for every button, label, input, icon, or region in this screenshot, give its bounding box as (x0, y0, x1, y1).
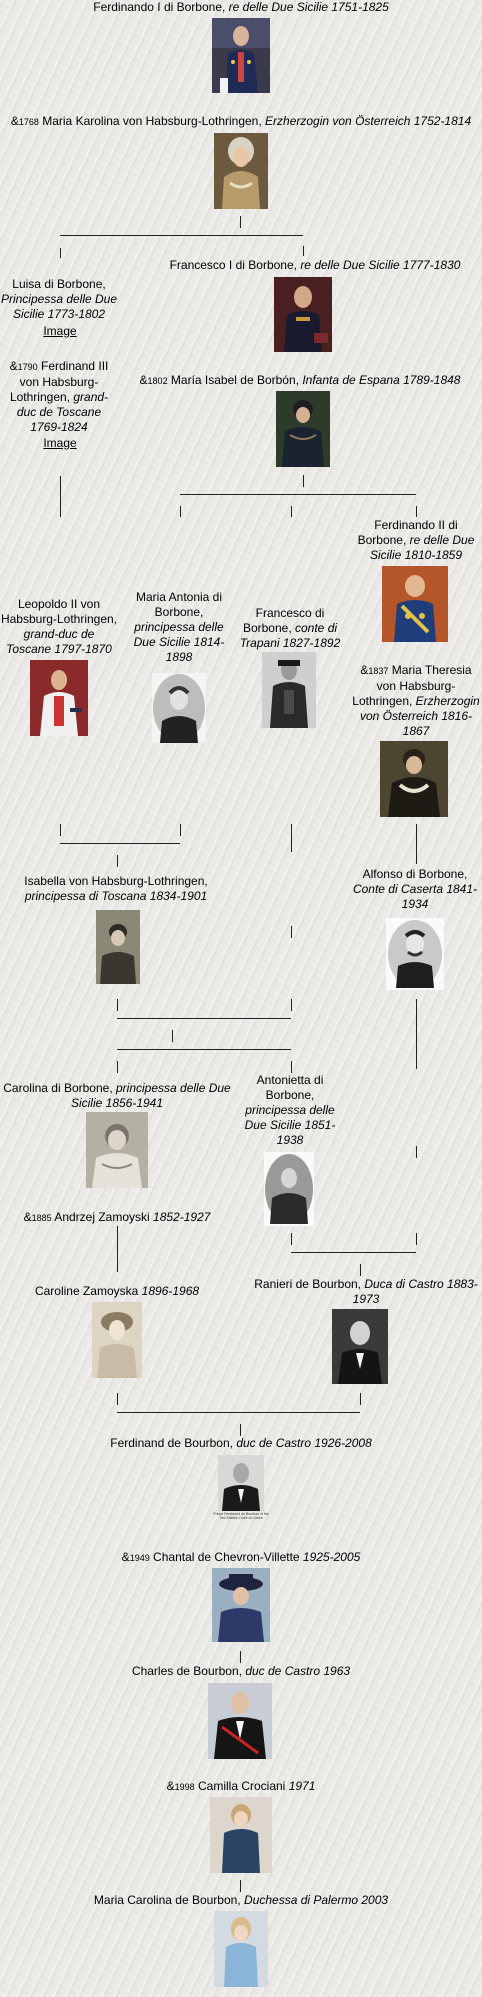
person-title: re delle Due Sicilie 1810-1859 (369, 533, 475, 562)
person-p7 (350, 518, 482, 563)
marriage-year: 1885 (31, 1213, 52, 1223)
person-title: Principessa delle Due Sicilie 1773-1802 (0, 292, 118, 321)
person-p1 (40, 0, 442, 15)
connector-v (117, 1393, 118, 1405)
connector-v (291, 506, 292, 517)
portrait-leopoldo-ii (30, 660, 88, 736)
portrait-maria-theresia (380, 741, 448, 817)
person-title: conte di Trapani 1827-1892 (239, 621, 341, 650)
person-name: Maria Theresia von Habsburg-Lothringen, (352, 663, 472, 708)
person-name: Maria Carolina de Bourbon, (93, 1893, 244, 1907)
connector-v (180, 824, 181, 836)
connector-v (117, 999, 118, 1011)
person-name: Maria Antonia di Borbone, (135, 590, 223, 619)
portrait-isabella (96, 910, 140, 984)
marriage-prefix: & (10, 114, 19, 128)
person-p23 (40, 1893, 442, 1908)
connector-v (240, 1651, 241, 1663)
person-title: Duca di Castro 1883-1973 (352, 1277, 478, 1306)
person-title: Infanta de Espana 1789-1848 (302, 373, 461, 387)
person-title: principessa di Toscana 1834-1901 (24, 889, 208, 903)
connector-v (360, 1264, 361, 1276)
person-name: Chantal de Chevron-Villette (149, 1550, 303, 1564)
connector-v (291, 999, 292, 1011)
person-name: Caroline Zamoyska (34, 1284, 142, 1298)
person-p2 (0, 114, 482, 130)
portrait-antonietta (264, 1152, 314, 1226)
person-title: Duchessa di Palermo 2003 (244, 1893, 389, 1907)
connector-h (117, 1018, 291, 1019)
portrait-francesco-i (274, 277, 332, 352)
person-name: Ferdinando II di Borbone, (357, 518, 458, 547)
person-title: Erzherzogin von Österreich 1816-1867 (359, 694, 480, 738)
person-name: Ranieri de Bourbon, (254, 1277, 365, 1291)
connector-v (60, 476, 61, 517)
person-title: 1896-1968 (141, 1284, 200, 1298)
connector-v (172, 1030, 173, 1042)
image-link-ferdinand[interactable]: Image (43, 436, 77, 450)
connector-h (60, 843, 180, 844)
portrait-ranieri (332, 1309, 388, 1384)
person-p19 (40, 1436, 442, 1451)
portrait-carolina (86, 1112, 148, 1188)
person-name: Ferdinando I di Borbone, (93, 0, 229, 14)
portrait-maria-isabel (276, 391, 330, 467)
person-name: María Isabel de Borbón, (167, 373, 303, 387)
person-title: duc de Castro 1926-2008 (236, 1436, 372, 1450)
portrait-maria-karolina (214, 133, 268, 209)
connector-h (60, 235, 303, 236)
marriage-prefix: & (23, 1210, 32, 1224)
connector-v (60, 824, 61, 836)
person-name: Alfonso di Borbone, (362, 867, 468, 881)
person-title: principessa delle Due Sicilie 1851-1938 (244, 1103, 336, 1147)
connector-v (416, 999, 417, 1069)
connector-v (291, 1061, 292, 1073)
person-p21 (40, 1664, 442, 1679)
person-name: Carolina di Borbone, (3, 1081, 116, 1095)
person-name: Francesco I di Borbone, (169, 258, 301, 272)
marriage-prefix: & (9, 359, 18, 373)
person-name: Charles de Bourbon, (131, 1664, 246, 1678)
marriage-year: 1802 (147, 376, 168, 386)
person-name: Antonietta di Borbone, (256, 1073, 324, 1102)
connector-v (240, 1880, 241, 1892)
marriage-year: 1837 (368, 666, 389, 676)
person-title: 1971 (288, 1779, 316, 1793)
person-p3 (0, 277, 118, 322)
connector-v (291, 824, 292, 852)
person-p18 (250, 1277, 482, 1307)
person-p12 (0, 874, 232, 904)
person-name: Camilla Crociani (194, 1779, 289, 1793)
connector-v (117, 1226, 118, 1272)
marriage-year: 1949 (129, 1553, 150, 1563)
person-p4 (148, 258, 482, 273)
connector-h (291, 1252, 416, 1253)
image-link-luisa[interactable]: Image (43, 324, 77, 338)
portrait-chantal (212, 1568, 270, 1642)
person-title: re delle Due Sicilie 1751-1825 (228, 0, 389, 14)
connector-v (240, 216, 241, 228)
connector-v (416, 1146, 417, 1158)
person-name: Isabella von Habsburg-Lothringen, (24, 874, 208, 888)
connector-h (117, 1049, 291, 1050)
connector-v (416, 824, 417, 864)
person-p14 (0, 1081, 234, 1111)
person-title: Erzherzogin von Österreich 1752-1814 (265, 114, 472, 128)
connector-h (180, 494, 416, 495)
connector-v (303, 246, 304, 256)
person-p8 (0, 597, 118, 657)
connector-v (117, 855, 118, 867)
portrait-camilla (210, 1797, 272, 1873)
person-title: 1852-1927 (153, 1210, 211, 1224)
connector-v (360, 1393, 361, 1405)
connector-v (240, 1424, 241, 1436)
marriage-year: 1998 (174, 1782, 195, 1792)
connector-v (291, 926, 292, 938)
person-title: duc de Castro 1963 (245, 1664, 351, 1678)
person-p5 (2, 359, 116, 435)
portrait-francesco-trapani (262, 652, 316, 728)
portrait-ferdinando-i (212, 18, 270, 93)
person-p16 (0, 1210, 234, 1226)
person-name: Maria Karolina von Habsburg-Lothringen, (38, 114, 266, 128)
portrait-ferdinand-de-bourbon (213, 1455, 269, 1521)
person-title: re delle Due Sicilie 1777-1830 (300, 258, 461, 272)
person-title: grand-duc de Toscane 1769-1824 (16, 390, 109, 434)
person-name: Francesco di Borbone, (242, 606, 325, 635)
connector-v (117, 1061, 118, 1073)
marriage-prefix: & (166, 1779, 175, 1793)
marriage-prefix: & (121, 1550, 130, 1564)
person-p11 (350, 663, 482, 739)
portrait-ferdinando-ii (382, 566, 448, 642)
portrait-charles (208, 1683, 272, 1759)
person-p9 (128, 590, 230, 665)
connector-v (416, 506, 417, 517)
person-p15 (240, 1073, 340, 1148)
person-name: Ferdinand de Bourbon, (110, 1436, 237, 1450)
portrait-maria-antonia (152, 673, 206, 743)
marriage-year: 1768 (18, 117, 39, 127)
connector-v (416, 1233, 417, 1245)
connector-h (117, 1412, 360, 1413)
person-p10 (234, 606, 346, 651)
person-title: Conte di Caserta 1841-1934 (352, 882, 478, 911)
person-title: 1925-2005 (302, 1550, 361, 1564)
person-p17 (0, 1284, 234, 1299)
person-title: principessa delle Due Sicilie 1856-1941 (70, 1081, 231, 1110)
person-name: Ferdinand III von Habsburg-Lothringen, (9, 359, 109, 404)
portrait-maria-carolina (214, 1911, 268, 1987)
person-name: Leopoldo II von Habsburg-Lothringen, (0, 597, 118, 626)
portrait-alfonso (386, 918, 444, 990)
person-name: Andrzej Zamoyski (51, 1210, 154, 1224)
person-title: grand-duc de Toscane 1797-1870 (6, 627, 112, 656)
marriage-year: 1790 (17, 362, 38, 372)
connector-v (180, 506, 181, 517)
marriage-prefix: & (360, 663, 369, 677)
person-name: Luisa di Borbone, (12, 277, 106, 291)
marriage-prefix: & (139, 373, 148, 387)
person-p6 (118, 373, 482, 389)
person-title: principessa delle Due Sicilie 1814-1898 (133, 620, 225, 664)
person-p20 (40, 1550, 442, 1566)
connector-v (303, 475, 304, 487)
person-p22 (40, 1779, 442, 1795)
connector-v (60, 248, 61, 258)
connector-v (291, 1233, 292, 1245)
person-p13 (348, 867, 482, 912)
portrait-caption: Prince Ferdinand de Bourbon of the Two Sicilies, Duke of Castro (213, 1512, 269, 1520)
portrait-caroline-zamoyska (92, 1302, 142, 1378)
